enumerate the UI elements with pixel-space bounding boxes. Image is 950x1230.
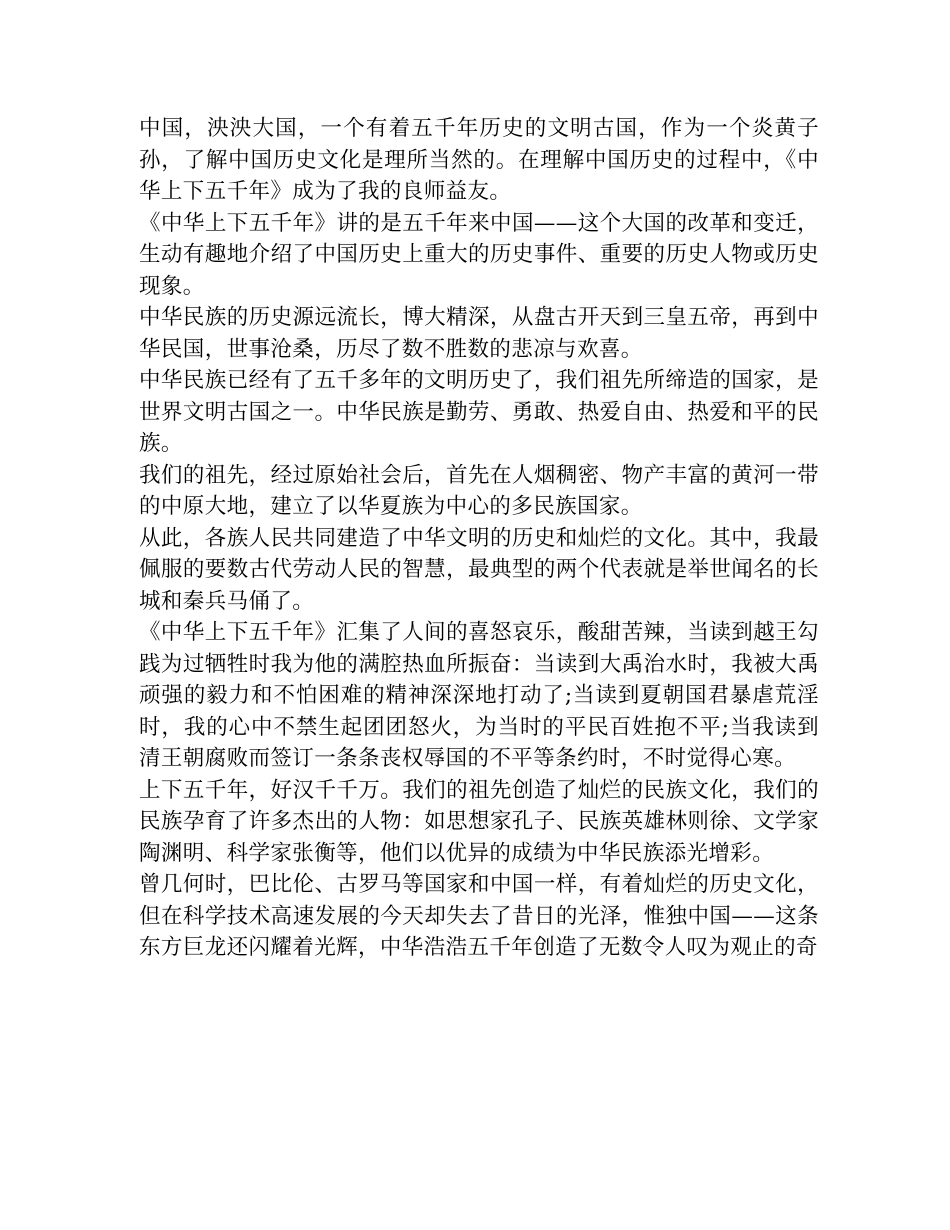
paragraph-6: 从此，各族人民共同建造了中华文明的历史和灿烂的文化。其中，我最佩服的要数古代劳动人民的智慧，最典型的两个代表就是举世闻名的长城和秦兵马俑了。 xyxy=(139,525,819,614)
paragraph-3: 中华民族的历史源远流长，博大精深，从盘古开天到三皇五帝，再到中华民国，世事沧桑，历尽了数不胜数的悲凉与欢喜。 xyxy=(139,305,819,362)
paragraph-9: 曾几何时，巴比伦、古罗马等国家和中国一样，有着灿烂的历史文化，但在科学技术高速发展的今天却失去了昔日的光泽，惟独中国——这条东方巨龙还闪耀着光辉，中华浩浩五千年创造了无数令人叹为观止的奇 xyxy=(139,872,819,960)
paragraph-7: 《中华上下五千年》汇集了人间的喜怒哀乐，酸甜苦辣，当读到越王勾践为过牺牲时我为他的满腔热血所振奋：当读到大禹治水时，我被大禹顽强的毅力和不怕困难的精神深深地打动了;当读到夏朝国君暴虐荒淫时，我的心中不禁生起团团怒火，为当时的平民百姓抱不平;当我读到清王朝腐败而签订一条条丧权辱国的不平等条约时，不时觉得心寒。 xyxy=(139,620,819,771)
document-body xyxy=(139,113,819,964)
paragraph-1: 中国，泱泱大国，一个有着五千年历史的文明古国，作为一个炎黄子孙，了解中国历史文化是理所当然的。在理解中国历史的过程中，《中华上下五千年》成为了我的良师益友。 xyxy=(139,116,819,204)
paragraph-4: 中华民族已经有了五千多年的文明历史了，我们祖先所缔造的国家，是世界文明古国之一。中华民族是勤劳、勇敢、热爱自由、热爱和平的民族。 xyxy=(139,368,819,456)
paragraph-2: 《中华上下五千年》讲的是五千年来中国——这个大国的改革和变迁，生动有趣地介绍了中国历史上重大的历史事件、重要的历史人物或历史现象。 xyxy=(139,210,819,299)
paragraph-8: 上下五千年，好汉千千万。我们的祖先创造了灿烂的民族文化，我们的民族孕育了许多杰出的人物：如思想家孔子、民族英雄林则徐、文学家陶渊明、科学家张衡等，他们以优异的成绩为中华民族添光增彩。 xyxy=(139,777,819,866)
paragraph-5: 我们的祖先，经过原始社会后，首先在人烟稠密、物产丰富的黄河一带的中原大地，建立了以华夏族为中心的多民族国家。 xyxy=(139,462,819,519)
